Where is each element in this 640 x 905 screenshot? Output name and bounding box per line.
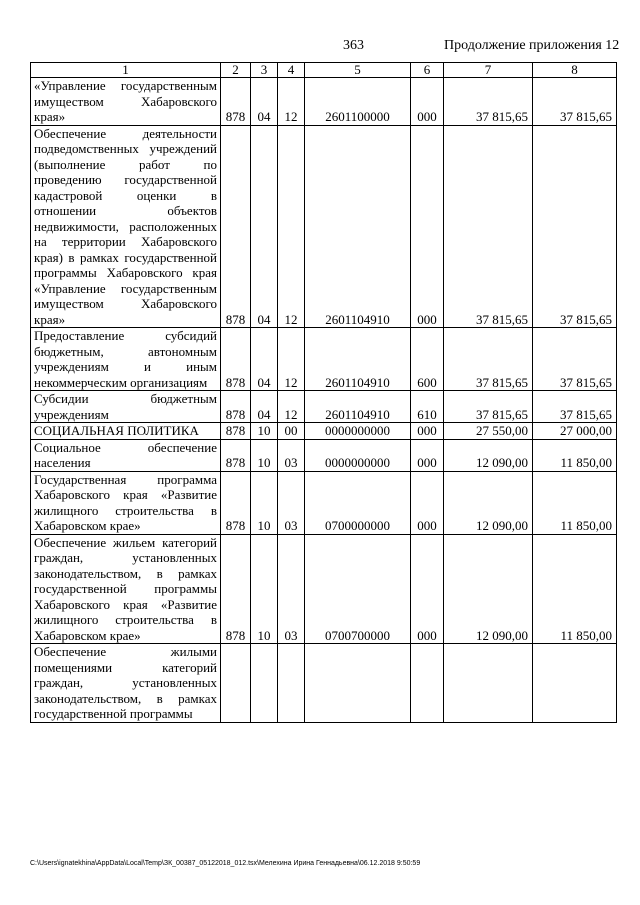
cell-amount: 37 815,65 — [444, 125, 533, 328]
cell-value — [221, 644, 251, 723]
column-header: 3 — [251, 63, 278, 78]
row-description: Субсидии бюджетным учреждениям — [31, 391, 221, 423]
cell-amount: 37 815,65 — [533, 125, 617, 328]
cell-amount: 11 850,00 — [533, 439, 617, 471]
column-header: 4 — [278, 63, 305, 78]
cell-value: 04 — [251, 78, 278, 126]
cell-value — [411, 644, 444, 723]
table-row — [31, 534, 617, 644]
row-description: СОЦИАЛЬНАЯ ПОЛИТИКА — [31, 423, 221, 440]
cell-value: 000 — [411, 439, 444, 471]
cell-amount: 37 815,65 — [444, 391, 533, 423]
cell-value: 04 — [251, 125, 278, 328]
cell-value: 000 — [411, 471, 444, 534]
column-header: 2 — [221, 63, 251, 78]
cell-amount: 12 090,00 — [444, 471, 533, 534]
cell-value: 12 — [278, 391, 305, 423]
cell-value: 000 — [411, 534, 444, 644]
cell-value: 878 — [221, 439, 251, 471]
row-description: Предоставление субсидий бюджетным, автономным учреждениям и иным некоммерческим организациям — [31, 328, 221, 391]
table-row — [31, 125, 617, 328]
table-header-row — [31, 63, 617, 78]
cell-value: 00 — [278, 423, 305, 440]
cell-value — [278, 644, 305, 723]
cell-value: 878 — [221, 78, 251, 126]
table-row — [31, 644, 617, 723]
row-description: Обеспечение жилыми помещениями категорий граждан, установленных законодательством, в рамках государственной программы — [31, 644, 221, 723]
table-row — [31, 423, 617, 440]
cell-amount: 27 000,00 — [533, 423, 617, 440]
column-header: 6 — [411, 63, 444, 78]
cell-value: 12 — [278, 328, 305, 391]
cell-amount — [444, 644, 533, 723]
cell-amount: 37 815,65 — [533, 391, 617, 423]
cell-value: 10 — [251, 471, 278, 534]
row-description: Обеспечение деятельности подведомственных учреждений (выполнение работ по проведению государственной кадастровой оценки в отношении объектов недвижимости, расположенных на территории Хабаровского края) в рамках государственной программы Хабаровского края «Управление государственным имуществом Хабаровского края» — [31, 125, 221, 328]
row-description: Обеспечение жильем категорий граждан, установленных законодательством, в рамках государственной программы Хабаровского края «Развитие жилищного строительства в Хабаровском крае» — [31, 534, 221, 644]
cell-amount: 37 815,65 — [444, 78, 533, 126]
column-header: 1 — [31, 63, 221, 78]
cell-value: 2601100000 — [305, 78, 411, 126]
cell-value: 03 — [278, 471, 305, 534]
column-header: 7 — [444, 63, 533, 78]
cell-amount: 12 090,00 — [444, 439, 533, 471]
document-footer-path: C:\Users\ignatekhina\AppData\Local\Temp\ЗК_00387_05122018_012.tsx\Мелехина Ирина Геннадьевна\06.12.2018 9:50:59 — [30, 860, 421, 867]
row-description: Социальное обеспечение населения — [31, 439, 221, 471]
cell-value: 610 — [411, 391, 444, 423]
cell-value: 0700000000 — [305, 471, 411, 534]
cell-value: 04 — [251, 328, 278, 391]
cell-amount — [533, 644, 617, 723]
cell-amount: 12 090,00 — [444, 534, 533, 644]
table-row — [31, 391, 617, 423]
cell-value — [305, 644, 411, 723]
cell-amount: 37 815,65 — [444, 328, 533, 391]
continuation-label: Продолжение приложения 12 — [444, 38, 620, 53]
cell-value: 000 — [411, 423, 444, 440]
cell-value: 04 — [251, 391, 278, 423]
cell-value: 10 — [251, 534, 278, 644]
cell-value: 12 — [278, 78, 305, 126]
cell-value: 03 — [278, 439, 305, 471]
cell-amount: 11 850,00 — [533, 534, 617, 644]
cell-value: 000 — [411, 125, 444, 328]
cell-value: 878 — [221, 328, 251, 391]
cell-amount: 11 850,00 — [533, 471, 617, 534]
cell-value: 2601104910 — [305, 125, 411, 328]
cell-value: 878 — [221, 534, 251, 644]
cell-value: 878 — [221, 471, 251, 534]
page-number: 363 — [343, 38, 364, 53]
cell-value: 878 — [221, 125, 251, 328]
cell-value: 2601104910 — [305, 328, 411, 391]
budget-table — [30, 62, 617, 723]
cell-value: 0700700000 — [305, 534, 411, 644]
column-header: 8 — [533, 63, 617, 78]
column-header: 5 — [305, 63, 411, 78]
row-description: «Управление государственным имуществом Хабаровского края» — [31, 78, 221, 126]
cell-value: 600 — [411, 328, 444, 391]
cell-value: 878 — [221, 391, 251, 423]
cell-value: 03 — [278, 534, 305, 644]
table-row — [31, 328, 617, 391]
cell-amount: 37 815,65 — [533, 78, 617, 126]
cell-amount: 37 815,65 — [533, 328, 617, 391]
cell-value: 000 — [411, 78, 444, 126]
cell-value: 10 — [251, 439, 278, 471]
table-row — [31, 439, 617, 471]
table-row — [31, 78, 617, 126]
cell-amount: 27 550,00 — [444, 423, 533, 440]
cell-value: 2601104910 — [305, 391, 411, 423]
cell-value: 878 — [221, 423, 251, 440]
row-description: Государственная программа Хабаровского края «Развитие жилищного строительства в Хабаровском крае» — [31, 471, 221, 534]
cell-value: 10 — [251, 423, 278, 440]
cell-value — [251, 644, 278, 723]
cell-value: 0000000000 — [305, 423, 411, 440]
cell-value: 0000000000 — [305, 439, 411, 471]
cell-value: 12 — [278, 125, 305, 328]
table-row — [31, 471, 617, 534]
